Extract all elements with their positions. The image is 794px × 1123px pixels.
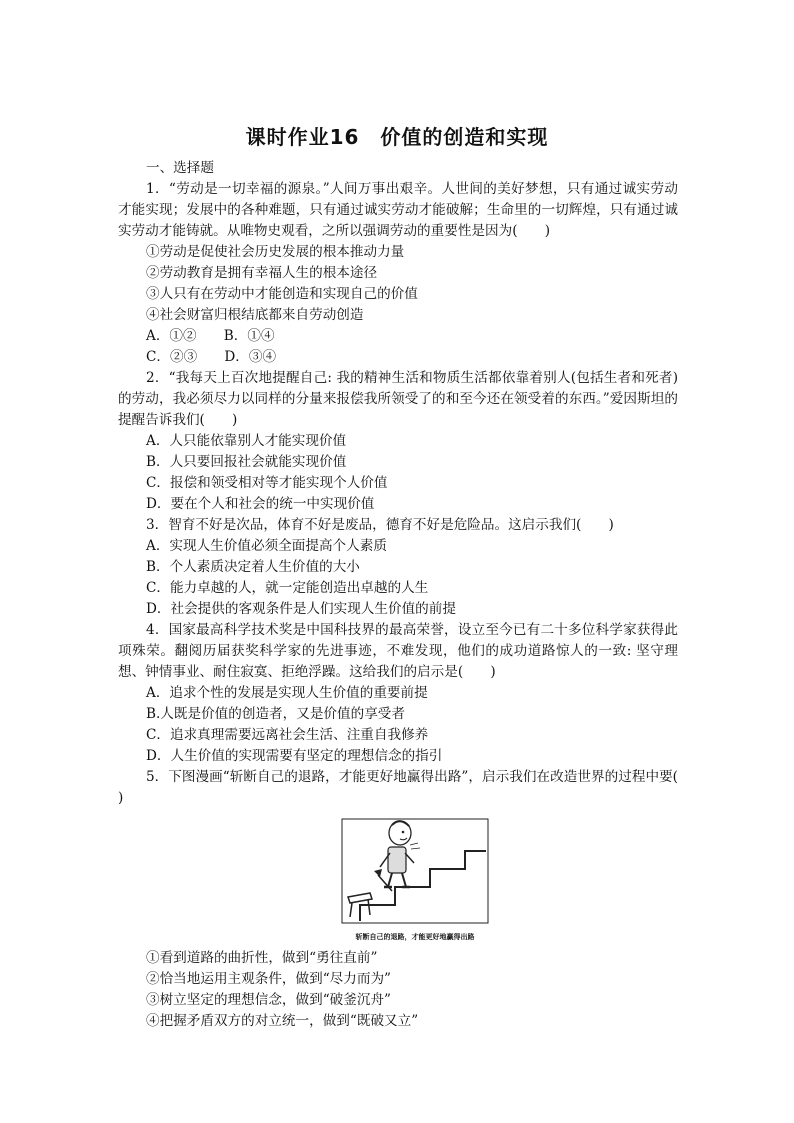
question-5-item: ②恰当地运用主观条件，做到“尽力而为” bbox=[146, 971, 391, 987]
section-heading: 一、选择题 bbox=[146, 160, 214, 176]
question-2-stem: 2．“我每天上百次地提醒自己: 我的精神生活和物质生活都依靠着别人(包括生者和死者)的劳动，我必须尽力以同样的分量来报偿我所领受了的和至今还在领受着的东西。”爱因斯坦的提醒告诉我们( ) bbox=[118, 370, 678, 428]
question-2-option: C．报偿和领受相对等才能实现个人价值 bbox=[146, 475, 388, 491]
question-3-option: A．实现人生价值必须全面提高个人素质 bbox=[146, 538, 387, 554]
cartoon-illustration bbox=[340, 817, 490, 927]
question-5-item: ④把握矛盾双方的对立统一，做到“既破又立” bbox=[146, 1013, 419, 1029]
question-1-options: C．②③ D．③④ bbox=[146, 349, 277, 365]
question-1-item: ④社会财富归根结底都来自劳动创造 bbox=[146, 307, 364, 323]
question-4-option: D．人生价值的实现需要有坚定的理想信念的指引 bbox=[146, 748, 443, 764]
question-3-option: C．能力卓越的人，就一定能创造出卓越的人生 bbox=[146, 580, 429, 596]
question-1-item: ①劳动是促使社会历史发展的根本推动力量 bbox=[146, 244, 405, 260]
question-2-option: B．人只要回报社会就能实现价值 bbox=[146, 454, 347, 470]
question-4-stem: 4．国家最高科学技术奖是中国科技界的最高荣誉，设立至今已有二十多位科学家获得此项殊荣。翻阅历届获奖科学家的先进事迹，不难发现，他们的成功道路惊人的一致: 坚守理想、钟情事业、耐住寂寞、拒绝浮躁。这给我们的启示是( ) bbox=[118, 622, 678, 680]
question-1-item: ③人只有在劳动中才能创造和实现自己的价值 bbox=[146, 286, 418, 302]
question-3-option: D．社会提供的客观条件是人们实现人生价值的前提 bbox=[146, 601, 456, 617]
question-1-stem: 1．“劳动是一切幸福的源泉。”人间万事出艰辛。人世间的美好梦想，只有通过诚实劳动才能实现；发展中的各种难题，只有通过诚实劳动才能破解；生命里的一切辉煌，只有通过诚实劳动才能铸就。从唯物史观看，之所以强调劳动的重要性是因为( ) bbox=[118, 181, 678, 239]
question-5-item: ①看到道路的曲折性，做到“勇往直前” bbox=[146, 950, 378, 966]
question-1-options: A．①② B．①④ bbox=[146, 328, 275, 344]
question-2-option: A．人只能依靠别人才能实现价值 bbox=[146, 433, 347, 449]
question-3-option: B．个人素质决定着人生价值的大小 bbox=[146, 559, 360, 575]
question-1-item: ②劳动教育是拥有幸福人生的根本途径 bbox=[146, 265, 378, 281]
question-4-option: C．追求真理需要远离社会生活、注重自我修养 bbox=[146, 727, 429, 743]
question-5-stem: 5．下图漫画“斩断自己的退路，才能更好地赢得出路”，启示我们在改造世界的过程中要( ) bbox=[118, 769, 706, 806]
question-2-option: D．要在个人和社会的统一中实现价值 bbox=[146, 496, 375, 512]
question-list bbox=[118, 158, 706, 1032]
question-4-option: B.人既是价值的创造者，又是价值的享受者 bbox=[146, 706, 405, 722]
question-3-stem: 3．智育不好是次品，体育不好是废品，德育不好是危险品。这启示我们( ) bbox=[146, 517, 614, 533]
cartoon-figure bbox=[340, 817, 490, 942]
question-4-option: A．追求个性的发展是实现人生价值的重要前提 bbox=[146, 685, 428, 701]
cartoon-caption: 斩断自己的退路，才能更好地赢得出路 bbox=[355, 933, 475, 941]
page-title: 课时作业16 价值的创造和实现 bbox=[245, 125, 549, 149]
question-5-item: ③树立坚定的理想信念，做到“破釜沉舟” bbox=[146, 992, 391, 1008]
